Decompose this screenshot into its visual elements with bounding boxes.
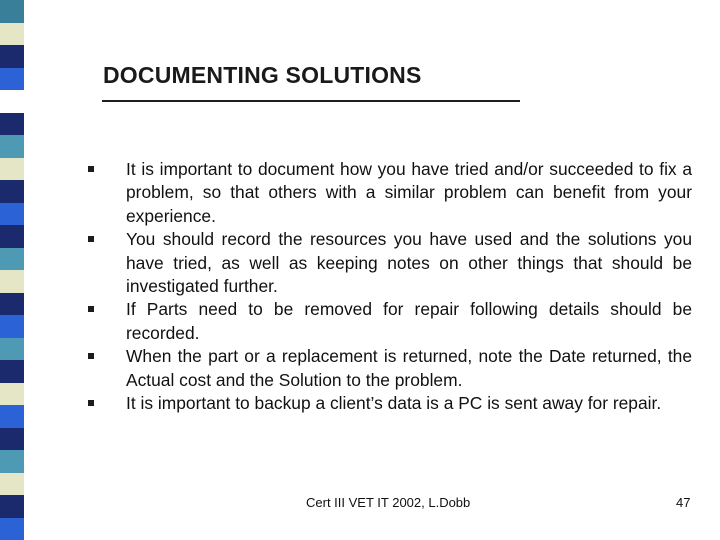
stripe-block: [0, 180, 24, 203]
stripe-block: [0, 495, 24, 518]
bullet-item: [88, 228, 692, 298]
stripe-block: [0, 428, 24, 451]
stripe-block: [0, 405, 24, 428]
stripe-block: [0, 248, 24, 271]
stripe-block: [0, 90, 24, 113]
footer-credit: Cert III VET IT 2002, L.Dobb: [306, 495, 471, 510]
bullet-text: If Parts need to be removed for repair following details should be recorded.: [126, 299, 692, 343]
stripe-block: [0, 135, 24, 158]
stripe-block: [0, 383, 24, 406]
bullet-text: It is important to document how you have tried and/or succeeded to fix a problem, so that others with a similar problem can benefit from your experience.: [126, 159, 692, 226]
square-bullet-icon: [88, 400, 94, 406]
bullet-item: [88, 158, 692, 228]
square-bullet-icon: [88, 353, 94, 359]
stripe-block: [0, 158, 24, 181]
bullet-text: When the part or a replacement is returned, note the Date returned, the Actual cost and the Solution to the problem.: [126, 346, 692, 390]
title-underline: [102, 100, 520, 102]
decorative-stripe: [0, 0, 24, 540]
stripe-block: [0, 338, 24, 361]
stripe-block: [0, 45, 24, 68]
stripe-block: [0, 270, 24, 293]
square-bullet-icon: [88, 236, 94, 242]
stripe-block: [0, 225, 24, 248]
bullet-text: It is important to backup a client’s data is a PC is sent away for repair.: [126, 393, 662, 414]
stripe-block: [0, 293, 24, 316]
stripe-block: [0, 360, 24, 383]
bullet-text: You should record the resources you have used and the solutions you have tried, as well as keeping notes on other things that should be investigated further.: [126, 229, 692, 297]
square-bullet-icon: [88, 306, 94, 312]
bullet-item: [88, 345, 692, 392]
stripe-block: [0, 0, 24, 23]
stripe-block: [0, 518, 24, 540]
stripe-block: [0, 68, 24, 91]
stripe-block: [0, 450, 24, 473]
slide-title: DOCUMENTING SOLUTIONS: [103, 62, 422, 88]
stripe-block: [0, 113, 24, 136]
bullet-item: [88, 298, 692, 345]
bullet-list: [88, 158, 692, 415]
stripe-block: [0, 315, 24, 338]
stripe-block: [0, 473, 24, 496]
square-bullet-icon: [88, 166, 94, 172]
stripe-block: [0, 23, 24, 46]
stripe-block: [0, 203, 24, 226]
page-number: 47: [676, 495, 691, 510]
bullet-item: [88, 392, 692, 415]
